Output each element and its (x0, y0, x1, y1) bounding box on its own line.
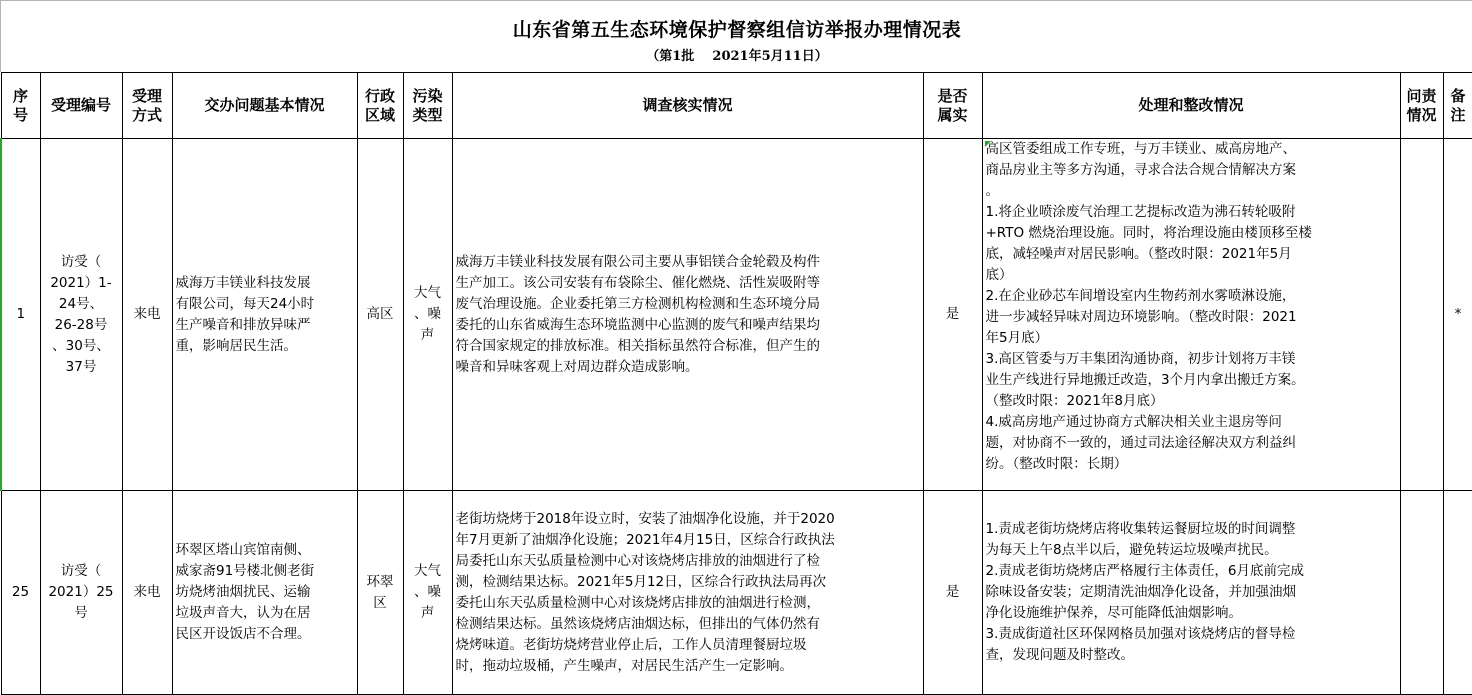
text-line: 生产加工。该公司安装有布袋除尘、催化燃烧、活性炭吸附等 (456, 273, 920, 294)
text-line: 老街坊烧烤于2018年设立时，安装了油烟净化设施，并于2020 (456, 509, 920, 530)
text-line: 3.高区管委与万丰集团沟通协商，初步计划将万丰镁 (986, 349, 1397, 370)
cell-method[interactable]: 来电 (122, 491, 172, 695)
text-line: 是否 (924, 87, 982, 106)
text-line: 业生产线进行异地搬迁改造，3个月内拿出搬迁方案。 (986, 370, 1397, 391)
comment-indicator (985, 141, 991, 147)
text-line: 生产噪音和排放异味严 (176, 315, 354, 336)
table-row (1, 139, 1472, 491)
text-line: 委托山东天弘质量检测中心对该烧烤店排放的油烟进行检测， (456, 593, 920, 614)
header-seq[interactable] (1, 73, 40, 139)
cell-investigation[interactable] (452, 491, 923, 695)
text-line: 有限公司，每天24小时 (176, 294, 354, 315)
text-line: 进一步减轻异味对周边环境影响。（整改时限：2021 (986, 307, 1397, 328)
text-line: 2021）25 (41, 582, 122, 603)
page-subtitle: （第1批 2021年5月11日） (1, 45, 1472, 64)
text-line: 烧烤味道。老街坊烧烤营业停止后，工作人员清理餐厨垃圾 (456, 635, 920, 656)
text-line: 威家斋91号楼北侧老街 (176, 561, 354, 582)
cell-issue[interactable] (172, 139, 357, 491)
text-line: 大气 (404, 283, 452, 304)
text-line: 2021）1- (41, 273, 122, 294)
text-line: 24号、 (41, 294, 122, 315)
text-line: 情况 (1401, 106, 1443, 125)
cell-investigation[interactable] (452, 139, 923, 491)
text-line: 年5月底） (986, 328, 1397, 349)
text-line: 2.责成老街坊烧烤店严格履行主体责任，6月底前完成 (986, 561, 1397, 582)
header-row (1, 73, 1472, 139)
text-line: 测，检测结果达标。2021年5月12日，区综合行政执法局再次 (456, 572, 920, 593)
text-line: 备 (1444, 87, 1472, 106)
text-line: 处理和整改情况 (983, 96, 1400, 115)
cell-method[interactable]: 来电 (122, 139, 172, 491)
text-line: 纷。（整改时限：长期） (986, 454, 1397, 475)
text-line: 3.责成街道社区环保网格员加强对该烧烤店的督导检 (986, 624, 1397, 645)
text-line: 时，拖动垃圾桶，产生噪声，对居民生活产生一定影响。 (456, 656, 920, 677)
header-code[interactable] (40, 73, 122, 139)
cell-verified[interactable]: 是 (923, 491, 982, 695)
text-line: 除味设备安装；定期清洗油烟净化设备，并加强油烟 (986, 582, 1397, 603)
text-line: 受理编号 (41, 96, 122, 115)
text-line: 号 (2, 106, 40, 125)
text-line: 1.将企业喷涂废气治理工艺提标改造为沸石转轮吸附 (986, 202, 1397, 223)
header-accountability[interactable] (1400, 73, 1443, 139)
text-line: 污染 (404, 87, 452, 106)
text-line: 1.责成老街坊烧烤店将收集转运餐厨垃圾的时间调整 (986, 519, 1397, 540)
text-line: 行政 (358, 87, 403, 106)
text-line: 查，发现问题及时整改。 (986, 645, 1397, 666)
cell-code[interactable] (40, 491, 122, 695)
text-line: 底，减轻噪声对居民影响。（整改时限：2021年5月 (986, 244, 1397, 265)
text-line: 题，对协商不一致的，通过司法途径解决双方利益纠 (986, 433, 1397, 454)
cell-remark[interactable]: * (1443, 139, 1472, 491)
table-row (1, 491, 1472, 695)
text-line: 37号 (41, 357, 122, 378)
text-line: 环翠区塔山宾馆南侧、 (176, 540, 354, 561)
text-line: 威海万丰镁业科技发展有限公司主要从事铝镁合金轮毂及构件 (456, 252, 920, 273)
text-line: 净化设施维护保养，尽可能降低油烟影响。 (986, 603, 1397, 624)
text-line: 注 (1444, 106, 1472, 125)
text-line: 高区管委组成工作专班，与万丰镁业、威高房地产、 (986, 139, 1397, 160)
header-area[interactable] (357, 73, 403, 139)
text-line: 区域 (358, 106, 403, 125)
text-line: 年7月更新了油烟净化设施；2021年4月15日，区综合行政执法 (456, 530, 920, 551)
header-investigation[interactable] (452, 73, 923, 139)
text-line: 大气 (404, 561, 452, 582)
cell-pollution[interactable] (403, 139, 452, 491)
page-title: 山东省第五生态环境保护督察组信访举报办理情况表 (1, 15, 1472, 42)
cell-accountability[interactable] (1400, 139, 1443, 491)
text-line: 委托的山东省威海生态环境监测中心监测的废气和噪声结果均 (456, 315, 920, 336)
header-issue[interactable] (172, 73, 357, 139)
text-line: 访受（ (41, 561, 122, 582)
text-line: 符合国家规定的排放标准。相关指标虽然符合标准，但产生的 (456, 336, 920, 357)
text-line: 重，影响居民生活。 (176, 336, 354, 357)
header-method[interactable] (122, 73, 172, 139)
text-line: 商品房业主等多方沟通，寻求合法合规合情解决方案 (986, 160, 1397, 181)
cell-pollution[interactable] (403, 491, 452, 695)
text-line: 序 (2, 87, 40, 106)
text-line: 威海万丰镁业科技发展 (176, 273, 354, 294)
text-line: （整改时限：2021年8月底） (986, 391, 1397, 412)
text-line: 民区开设饭店不合理。 (176, 624, 354, 645)
text-line: 局委托山东天弘质量检测中心对该烧烤店排放的油烟进行了检 (456, 551, 920, 572)
cell-seq[interactable]: 1 (1, 139, 40, 491)
text-line: 底） (986, 265, 1397, 286)
text-line: 类型 (404, 106, 452, 125)
header-verified[interactable] (923, 73, 982, 139)
text-line: 方式 (123, 106, 172, 125)
text-line: 区 (358, 593, 403, 614)
cell-seq[interactable]: 25 (1, 491, 40, 695)
text-line: 垃圾声音大，认为在居 (176, 603, 354, 624)
text-line: 26-28号 (41, 315, 122, 336)
cell-accountability[interactable] (1400, 491, 1443, 695)
cell-issue[interactable] (172, 491, 357, 695)
text-line: 。 (986, 181, 1397, 202)
text-line: +RTO 燃烧治理设施。同时，将治理设施由楼顶移至楼 (986, 223, 1397, 244)
cell-code[interactable] (40, 139, 122, 491)
text-line: 坊烧烤油烟扰民、运输 (176, 582, 354, 603)
text-line: 访受（ (41, 252, 122, 273)
text-line: 问责 (1401, 87, 1443, 106)
cell-verified[interactable]: 是 (923, 139, 982, 491)
cell-remark[interactable] (1443, 491, 1472, 695)
header-handling[interactable] (982, 73, 1400, 139)
text-line: 、噪 (404, 304, 452, 325)
header-remark[interactable] (1443, 73, 1472, 139)
text-line: 声 (404, 325, 452, 346)
text-line: 调查核实情况 (453, 96, 923, 115)
title-area (0, 0, 1472, 72)
text-line: 属实 (924, 106, 982, 125)
cell-area[interactable] (357, 491, 403, 695)
cell-handling[interactable] (982, 139, 1400, 491)
text-line: 号 (41, 603, 122, 624)
text-line: 检测结果达标。虽然该烧烤店油烟达标，但排出的气体仍然有 (456, 614, 920, 635)
cell-handling[interactable] (982, 491, 1400, 695)
report-table (0, 72, 1472, 695)
text-line: 噪音和异味客观上对周边群众造成影响。 (456, 357, 920, 378)
header-pollution[interactable] (403, 73, 452, 139)
text-line: 为每天上午8点半以后，避免转运垃圾噪声扰民。 (986, 540, 1397, 561)
text-line: 、30号、 (41, 336, 122, 357)
text-line: 声 (404, 603, 452, 624)
text-line: 2.在企业砂芯车间增设室内生物药剂水雾喷淋设施， (986, 286, 1397, 307)
text-line: 、噪 (404, 582, 452, 603)
text-line: 4.威高房地产通过协商方式解决相关业主退房等问 (986, 412, 1397, 433)
text-line: 环翠 (358, 572, 403, 593)
text-line: 受理 (123, 87, 172, 106)
text-line: 交办问题基本情况 (173, 96, 357, 115)
text-line: 废气治理设施。企业委托第三方检测机构检测和生态环境分局 (456, 294, 920, 315)
cell-area[interactable]: 高区 (357, 139, 403, 491)
